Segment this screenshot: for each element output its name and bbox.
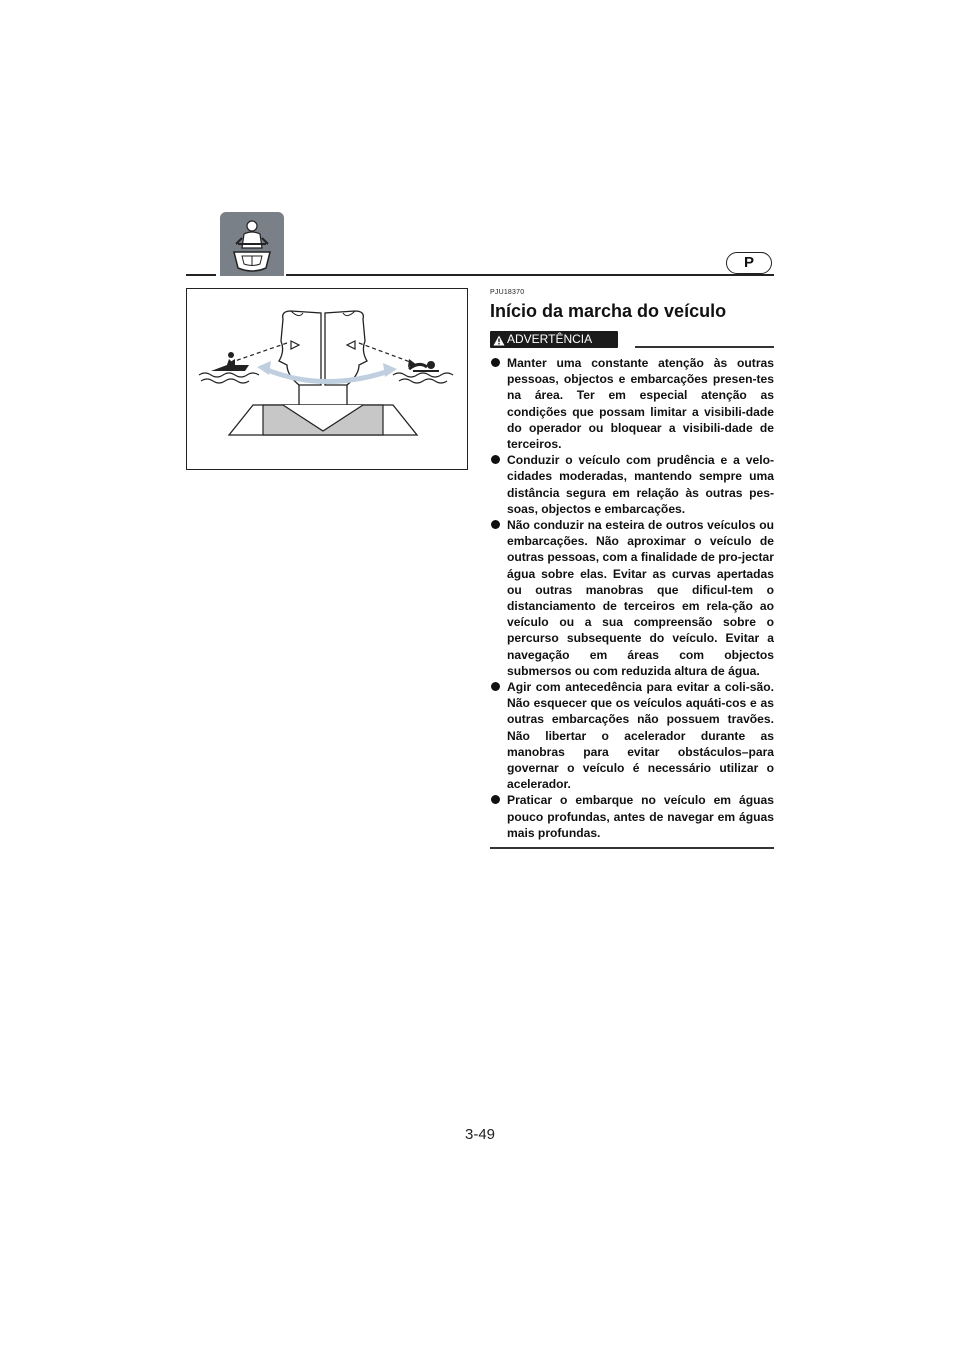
warning-triangle-icon <box>493 334 505 345</box>
bullet-icon <box>491 682 500 691</box>
list-item <box>490 679 774 792</box>
reference-code: PJU18370 <box>490 289 525 296</box>
watercraft-rider-icon <box>220 212 284 276</box>
bullet-icon <box>491 795 500 804</box>
warning-header <box>490 331 774 349</box>
list-item-text: Praticar o embarque no veículo em águas pouco profundas, antes de navegar em águas mais profundas. <box>507 793 774 840</box>
page-number: 3-49 <box>464 1126 496 1143</box>
list-item <box>490 452 774 517</box>
list-item-text: Não conduzir na esteira de outros veículos ou embarcações. Não aproximar o veículo de outras pessoas, com a finalidade de pro-jectar água sobre elas. Evitar as curvas apertadas ou outras manobras que dificul-tem o distanciamento de terceiros em rela-ção ao veículo ou a sua compreensão sobre o percurso subsequente do veículo. Evitar a navegação em áreas com objectos submersos ou com reduzida altura de água. <box>507 518 774 678</box>
warning-end-rule <box>490 847 774 849</box>
list-item-text: Manter uma constante atenção às outras pessoas, objectos e embarcações presen-tes na área. Ter em especial atenção as condições que possam limitar a visibili-dade do operador ou bloquear a visibili-dade de terceiros. <box>507 356 774 452</box>
list-item-text: Agir com antecedência para evitar a coli-são. Não esquecer que os veículos aquáti-cos e as outras embarcações não possuem travões. Não libertar o acelerador durante as manobras para evitar obstáculos–para governar o veículo é necessário utilizar o acelerador. <box>507 680 774 792</box>
language-badge: P <box>726 252 772 274</box>
list-item <box>490 517 774 679</box>
section-title: Início da marcha do veículo <box>490 301 727 321</box>
warning-label: ADVERTÊNCIA <box>507 332 593 346</box>
warning-rule <box>635 346 774 348</box>
header-rule-right <box>286 274 774 276</box>
bullet-icon <box>491 358 500 367</box>
operator-look-around-illustration <box>186 288 468 470</box>
list-item <box>490 355 774 452</box>
list-item <box>490 792 774 841</box>
section-content <box>490 288 774 849</box>
warning-badge <box>490 331 618 348</box>
header-rule-left <box>186 274 216 276</box>
warning-list <box>490 355 774 841</box>
bullet-icon <box>491 455 500 464</box>
bullet-icon <box>491 520 500 529</box>
list-item-text: Conduzir o veículo com prudência e a velo-cidades moderadas, mantendo sempre uma distância segura em relação às outras pes-soas, objectos e embarcações. <box>507 453 774 516</box>
